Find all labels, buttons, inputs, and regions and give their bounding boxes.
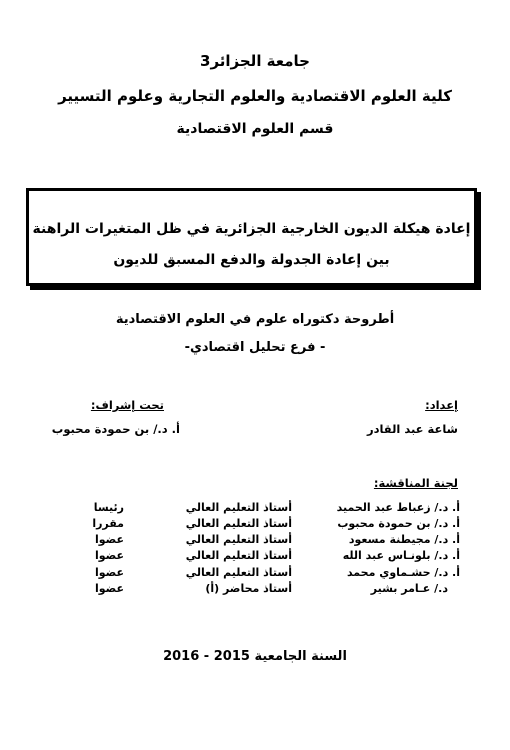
committee-member-rank: أستاذ محاضر (أ) <box>205 582 292 595</box>
committee-member-rank: أستاذ التعليم العالي <box>185 533 292 546</box>
prepared-by-name: شاعة عبد القادر <box>366 422 458 436</box>
supervisor-label: تحت إشراف: <box>90 398 164 412</box>
committee-member-rank: أستاذ التعليم العالي <box>185 549 292 562</box>
committee-member-rank: أستاذ التعليم العالي <box>185 566 292 579</box>
committee-member-name: أ. د./ بلونـاس عبد الله <box>342 549 460 562</box>
supervisor-name: أ. د./ بن حمودة محبوب <box>51 422 180 436</box>
committee-member-role: عضوا <box>94 533 124 546</box>
degree-title: أطروحة دكتوراه علوم في العلوم الاقتصادية <box>115 312 395 327</box>
committee-member-name: أ. د./ حشـماوي محمد <box>346 566 460 579</box>
committee-member-rank: أستاذ التعليم العالي <box>185 517 292 530</box>
committee-member-name: أ. د./ زعباط عبد الحميد <box>336 501 460 514</box>
committee-member-role: رئيسا <box>93 501 124 514</box>
committee-row <box>40 533 460 548</box>
thesis-title-line-1: إعادة هيكلة الديون الخارجية الجزائرية في ظل المتغيرات الراهنة <box>32 221 471 237</box>
committee-member-name: د./ عـامر بشير <box>370 582 448 595</box>
committee-row <box>40 501 460 516</box>
committee-member-name: أ. د./ بن حمودة محبوب <box>337 517 460 530</box>
university-name: جامعة الجزائر3 <box>200 52 310 70</box>
committee-member-name: أ. د./ مجيطنة مسعود <box>348 533 460 546</box>
department-name: قسم العلوم الاقتصادية <box>176 121 334 137</box>
committee-row <box>40 566 460 581</box>
committee-member-role: عضوا <box>94 582 124 595</box>
committee-label: لجنة المناقشة: <box>373 476 458 490</box>
branch-title: - فرع تحليل اقتصادي- <box>184 340 326 355</box>
committee-row <box>40 582 460 597</box>
committee-member-role: عضوا <box>94 566 124 579</box>
academic-year: السنة الجامعية 2015 - 2016 <box>163 649 347 664</box>
prepared-by-label: إعداد: <box>425 398 458 412</box>
committee-row <box>40 517 460 532</box>
thesis-title-line-2: بين إعادة الجدولة والدفع المسبق للديون <box>113 252 390 268</box>
thesis-title-box <box>26 188 477 286</box>
faculty-name: كلية العلوم الاقتصادية والعلوم التجارية وعلوم التسيير <box>58 87 452 105</box>
committee-member-rank: أستاذ التعليم العالي <box>185 501 292 514</box>
committee-member-role: مقررا <box>92 517 124 530</box>
committee-row <box>40 549 460 564</box>
committee-member-role: عضوا <box>94 549 124 562</box>
